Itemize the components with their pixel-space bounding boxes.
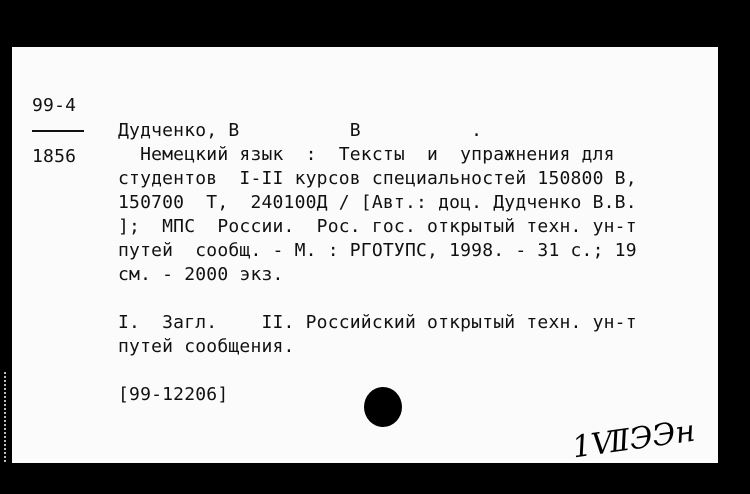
description-line-3: 150700 Т, 240100Д / [Авт.: доц. Дудченко В.В.: [118, 192, 637, 213]
card-punch-hole: [364, 387, 402, 427]
description-line-6: см. - 2000 экз.: [118, 264, 284, 285]
catalog-card: [12, 47, 718, 466]
description-line-5: путей сообщ. - М. : РГОТУПС, 1998. - 31 с.; 19: [118, 240, 637, 261]
description-line-1: Немецкий язык : Тексты и упражнения для: [118, 144, 615, 165]
description-line-2: студентов I-II курсов специальностей 150800 В,: [118, 168, 637, 189]
handwritten-note: 1ⅦЭЭн: [570, 413, 698, 466]
accession-number: [99-12206]: [118, 384, 229, 405]
call-number-bottom: 1856: [32, 146, 77, 167]
call-number-divider: [32, 130, 84, 132]
author-heading: Дудченко, В В .: [118, 120, 483, 141]
tracings-line-1: I. Загл. II. Российский открытый техн. ун-т: [118, 312, 637, 333]
description-line-4: ]; МПС России. Рос. гос. открытый техн. ун-т: [118, 216, 637, 237]
call-number-top: 99-4: [32, 95, 77, 116]
scan-edge-marks: [4, 372, 10, 462]
tracings-line-2: путей сообщения.: [118, 336, 295, 357]
